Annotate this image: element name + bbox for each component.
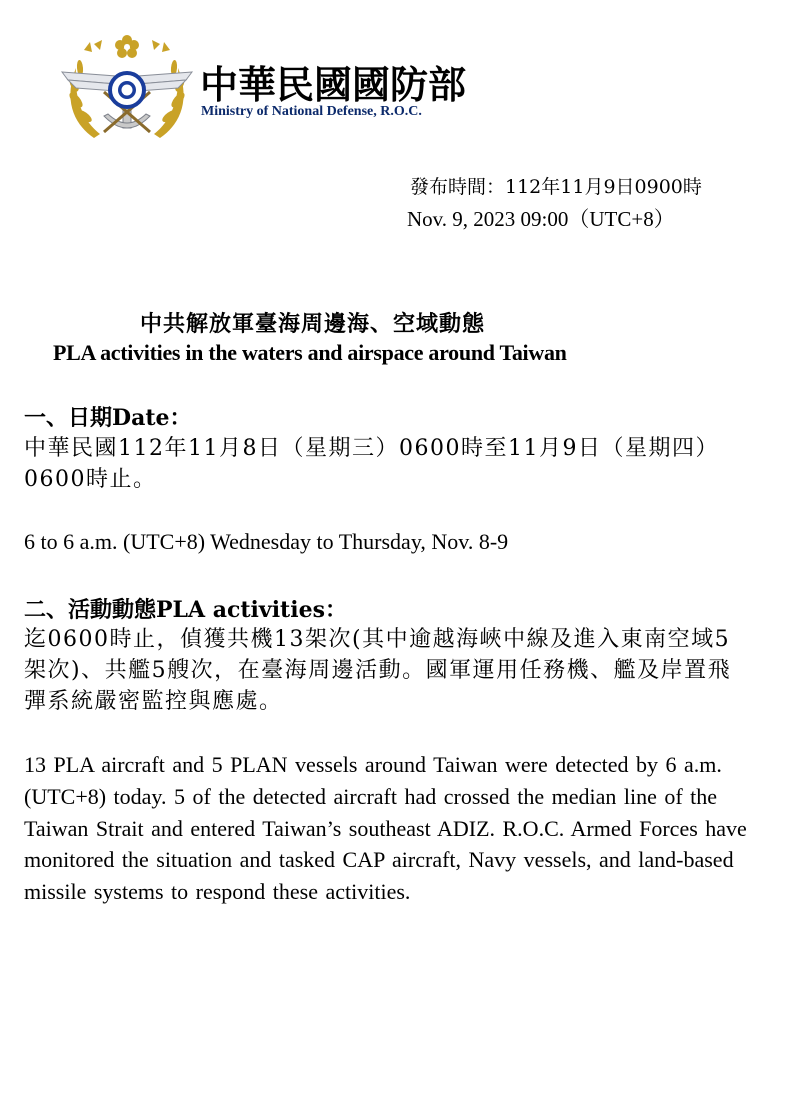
section-activities-text-en: 13 PLA aircraft and 5 PLAN vessels around Taiwan were detected by 6 a.m.(UTC+8) today. 5 of the detected aircraft had crossed the median line of the Taiwan Strait and entered Taiwan’s southeast ADIZ. R.O.C. Armed Forces have monitored the situation and tasked CAP aircraft, Navy vessels, and land-based missile systems to respond these activities. <box>24 752 747 905</box>
section-date-text-zh: 中華民國112年11月8日（星期三）0600時至11月9日（星期四）0600時止。 <box>24 436 719 492</box>
ministry-name-en: Ministry of National Defense, R.O.C. <box>201 104 422 119</box>
section-activities-text-zh: 迄0600時止，偵獲共機13架次(其中逾越海峽中線及進入東南空域5架次)、共艦5艘次，在臺海周邊活動。國軍運用任務機、艦及岸置飛彈系統嚴密監控與應處。 <box>24 627 732 714</box>
ministry-name-zh: 中華民國國防部 <box>200 63 467 107</box>
section-date-text-en: 6 to 6 a.m. (UTC+8) Wednesday to Thursday, Nov. 8-9 <box>24 529 509 554</box>
section-activities-heading: 二、活動動態PLA activities： <box>24 597 347 623</box>
document-title-en: PLA activities in the waters and airspace around Taiwan <box>53 340 567 365</box>
ministry-emblem-icon <box>54 28 200 146</box>
document-title-zh: 中共解放軍臺海周邊海、空域動態 <box>140 311 486 337</box>
release-time-zh: 發布時間：112年11月9日0900時 <box>410 176 702 198</box>
release-time-en: Nov. 9, 2023 09:00（UTC+8） <box>407 207 675 231</box>
section-date-heading: 一、日期Date： <box>24 405 192 431</box>
